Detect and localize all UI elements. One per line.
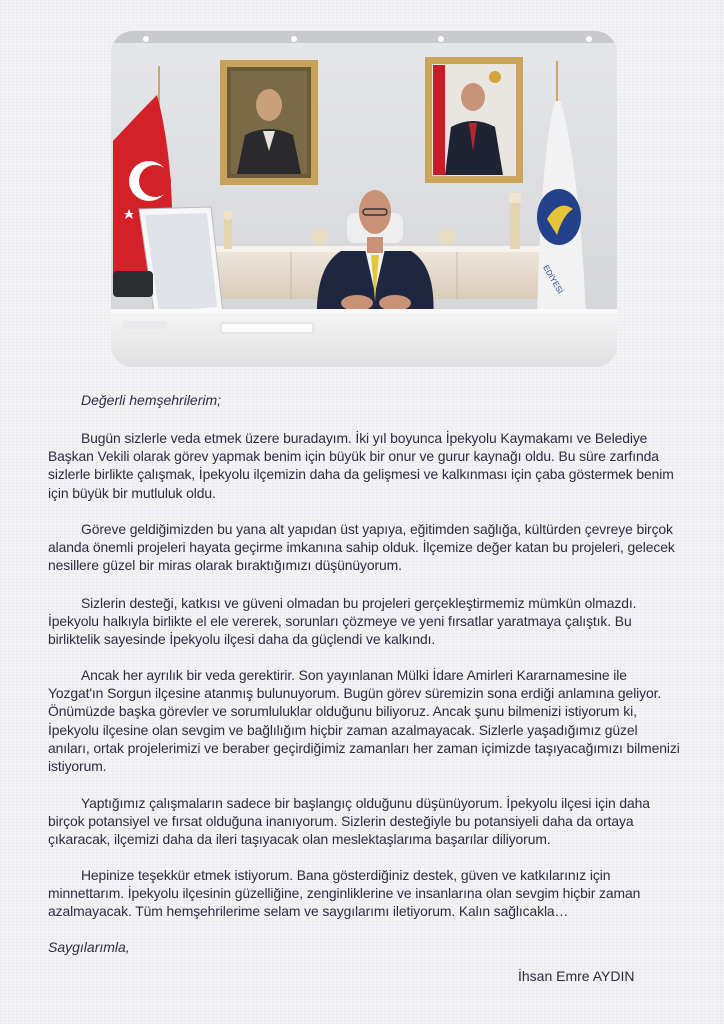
paragraph-5: Yaptığımız çalışmaların sadece bir başlangıç olduğunu düşünüyorum. İpekyolu ilçesi için daha birçok potansiyel ve fırsat olduğuna inanıyorum. Sizlerin desteğiyle bu potansiyeli daha da ortaya çıkaracak, ilçemizi daha da ileri taşıyacak olan meslektaşlarıma başarılar diliyorum.: [48, 795, 650, 848]
paragraph-6: Hepinize teşekkür etmek istiyorum. Bana gösterdiğiniz destek, güven ve katkılarınız için minnettarım. İpekyolu ilçesinin güzelliğine, zenginliklerine ve insanlarına olan sevgim hiçbir zaman azalmayacak. Tüm hemşehrilerime selam ve saygılarımı iletiyorum. Kalın sağlıcakla…: [48, 867, 641, 920]
paragraph-2: Göreve geldiğimizden bu yana alt yapıdan üst yapıya, eğitimden sağlığa, kültürden çevreye birçok alanda önemli projeleri hayata geçirme imkanına sahip olduk. İlçemize değer katan bu projeleri, gelecek nesillere güzel bir miras olarak bıraktığımızı düşünüyorum.: [48, 521, 675, 574]
paragraph-4: Ancak her ayrılık bir veda gerektirir. Son yayınlanan Mülki İdare Amirleri Kararnamesine ile Yozgat'ın Sorgun ilçesine atanmış bulunuyorum. Bugün görev süremizin sona erdiği anlamına geliyor. Önümüzde başka görevler ve sorumluluklar olduğunu biliyoruz. Ancak şunu bilmenizi istiyorum ki, İpekyolu ilçesine olan sevgim ve bağlılığım hiçbir zaman azalmayacak. Sizlerle yaşadığımız güzel anıları, ortak projelerimizi ve beraber geçirdiğimiz zamanları her zaman içimizde taşıyacağımızı bilmenizi istiyorum.: [48, 667, 680, 775]
paragraph-1: Bugün sizlerle veda etmek üzere buradayım. İki yıl boyunca İpekyolu Kaymakamı ve Belediye Başkan Vekili olarak görev yapmak benim için büyük bir onur ve gurur kaynağı oldu. Bu süre zarfında sizlerle birlikte çalışmak, İpekyolu ilçemizin daha da gelişmesi ve kalkınması için çaba göstermek benim için büyük bir mutluluk oldu.: [48, 430, 674, 501]
salutation: Değerli hemşehrilerim;: [81, 392, 222, 408]
svg-text:EDİYESİ: EDİYESİ: [541, 263, 565, 296]
office-scene-image: [111, 31, 617, 367]
signature: İhsan Emre AYDIN: [518, 968, 635, 984]
header-photo: [111, 31, 617, 367]
closing: Saygılarımla,: [48, 939, 130, 955]
paragraph-3: Sizlerin desteği, katkısı ve güveni olmadan bu projeleri gerçekleştirmemiz mümkün olmazdı. İpekyolu halkıyla birlikte el ele vererek, sorunları çözmeye ve yeni fırsatlar yaratmaya çalıştık. Bu birliktelik sayesinde İpekyolu ilçesi daha da güçlendi ve kalkındı.: [48, 595, 637, 648]
right-portrait-frame: [425, 57, 523, 183]
left-portrait-frame: [220, 60, 318, 185]
